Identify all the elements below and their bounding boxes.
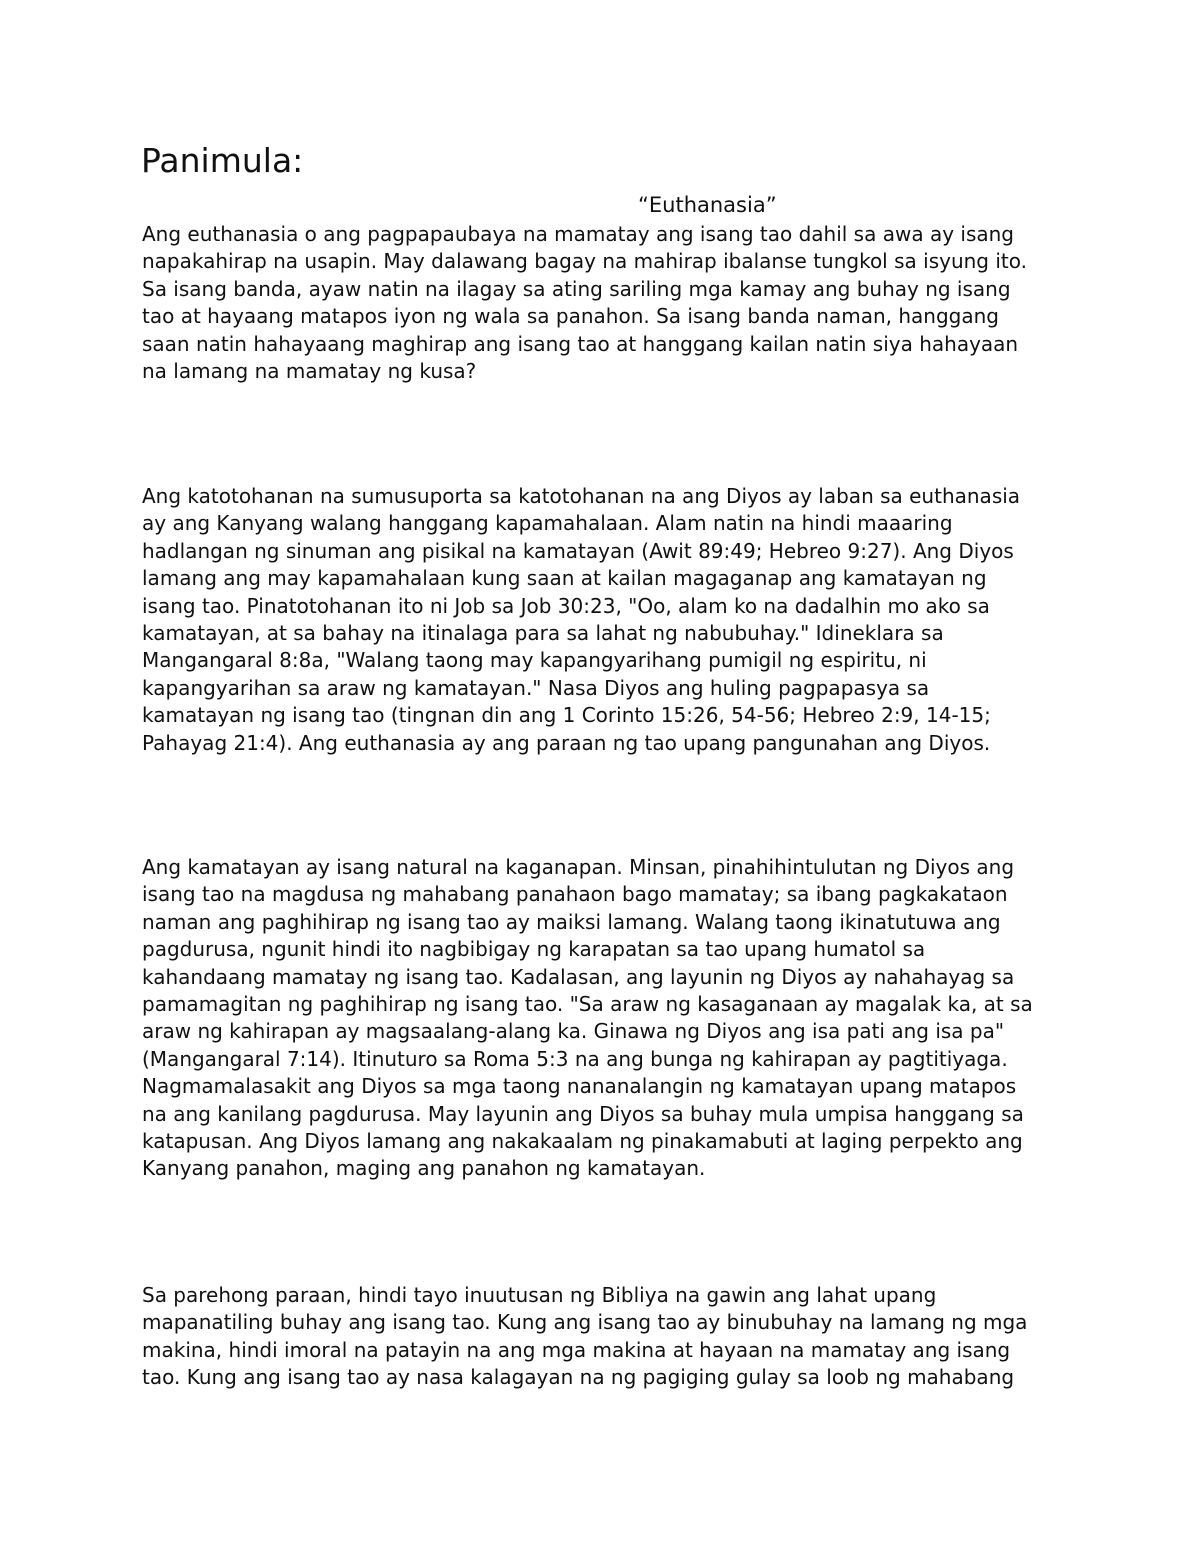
paragraph-3: Ang kamatayan ay isang natural na kaganapan. Minsan, pinahihintulutan ng Diyos ang isang tao na magdusa ng mahabang panahaon bago mamatay; sa ibang pagkakataon naman ang paghihirap ng isang tao ay maiksi lamang. Walang taong ikinatutuwa ang pagdurusa, ngunit hindi ito nagbibigay ng karapatan sa tao upang humatol sa kahandaang mamatay ng isang tao. Kadalasan, ang layunin ng Diyos ay nahahayag sa pamamagitan ng paghihirap ng isang tao. "Sa araw ng kasaganaan ay magalak ka, at sa araw ng kahirapan ay magsaalang-alang ka. Ginawa ng Diyos ang isa pati ang isa pa" (Mangangaral 7:14). Itinuturo sa Roma 5:3 na ang bunga ng kahirapan ay pagtitiyaga. Nagmamalasakit ang Diyos sa mga taong nananalangin ng kamatayan upang matapos na ang kanilang pagdurusa. May layunin ang Diyos sa buhay mula umpisa hanggang sa katapusan. Ang Diyos lamang ang nakakaalam ng pinakamabuti at laging perpekto ang Kanyang panahon, maging ang panahon ng kamatayan. [142,855,1033,1181]
section-heading: Panimula: [141,141,304,180]
paragraph-1: Ang euthanasia o ang pagpapaubaya na mamatay ang isang tao dahil sa awa ay isang napakahirap na usapin. May dalawang bagay na mahirap ibalanse tungkol sa isyung ito. Sa isang banda, ayaw natin na ilagay sa ating sariling mga kamay ang buhay ng isang tao at hayaang matapos iyon ng wala sa panahon. Sa isang banda naman, hanggang saan natin hahayaang maghirap ang isang tao at hanggang kailan natin siya hahayaan na lamang na mamatay ng kusa? [142,222,1027,384]
paragraph-2: Ang katotohanan na sumusuporta sa katotohanan na ang Diyos ay laban sa euthanasia ay ang Kanyang walang hanggang kapamahalaan. Alam natin na hindi maaaring hadlangan ng sinuman ang pisikal na kamatayan (Awit 89:49; Hebreo 9:27). Ang Diyos lamang ang may kapamahalaan kung saan at kailan magaganap ang kamatayan ng isang tao. Pinatotohanan ito ni Job sa Job 30:23, "Oo, alam ko na dadalhin mo ako sa kamatayan, at sa bahay na itinalaga para sa lahat ng nabubuhay." Idineklara sa Mangangaral 8:8a, "Walang taong may kapangyarihang pumigil ng espiritu, ni kapangyarihan sa araw ng kamatayan." Nasa Diyos ang huling pagpapasya sa kamatayan ng isang tao (tingnan din ang 1 Corinto 15:26, 54-56; Hebreo 2:9, 14-15; Pahayag 21:4). Ang euthanasia ay ang paraan ng tao upang pangunahan ang Diyos. [142,484,1021,755]
essay-title: “Euthanasia” [638,193,777,217]
paragraph-4: Sa parehong paraan, hindi tayo inuutusan ng Bibliya na gawin ang lahat upang mapanatiling buhay ang isang tao. Kung ang isang tao ay binubuhay na lamang ng mga makina, hindi imoral na patayin na ang mga makina at hayaan na mamatay ang isang tao. Kung ang isang tao ay nasa kalagayan na ng pagiging gulay sa loob ng mahabang [142,1283,1028,1390]
